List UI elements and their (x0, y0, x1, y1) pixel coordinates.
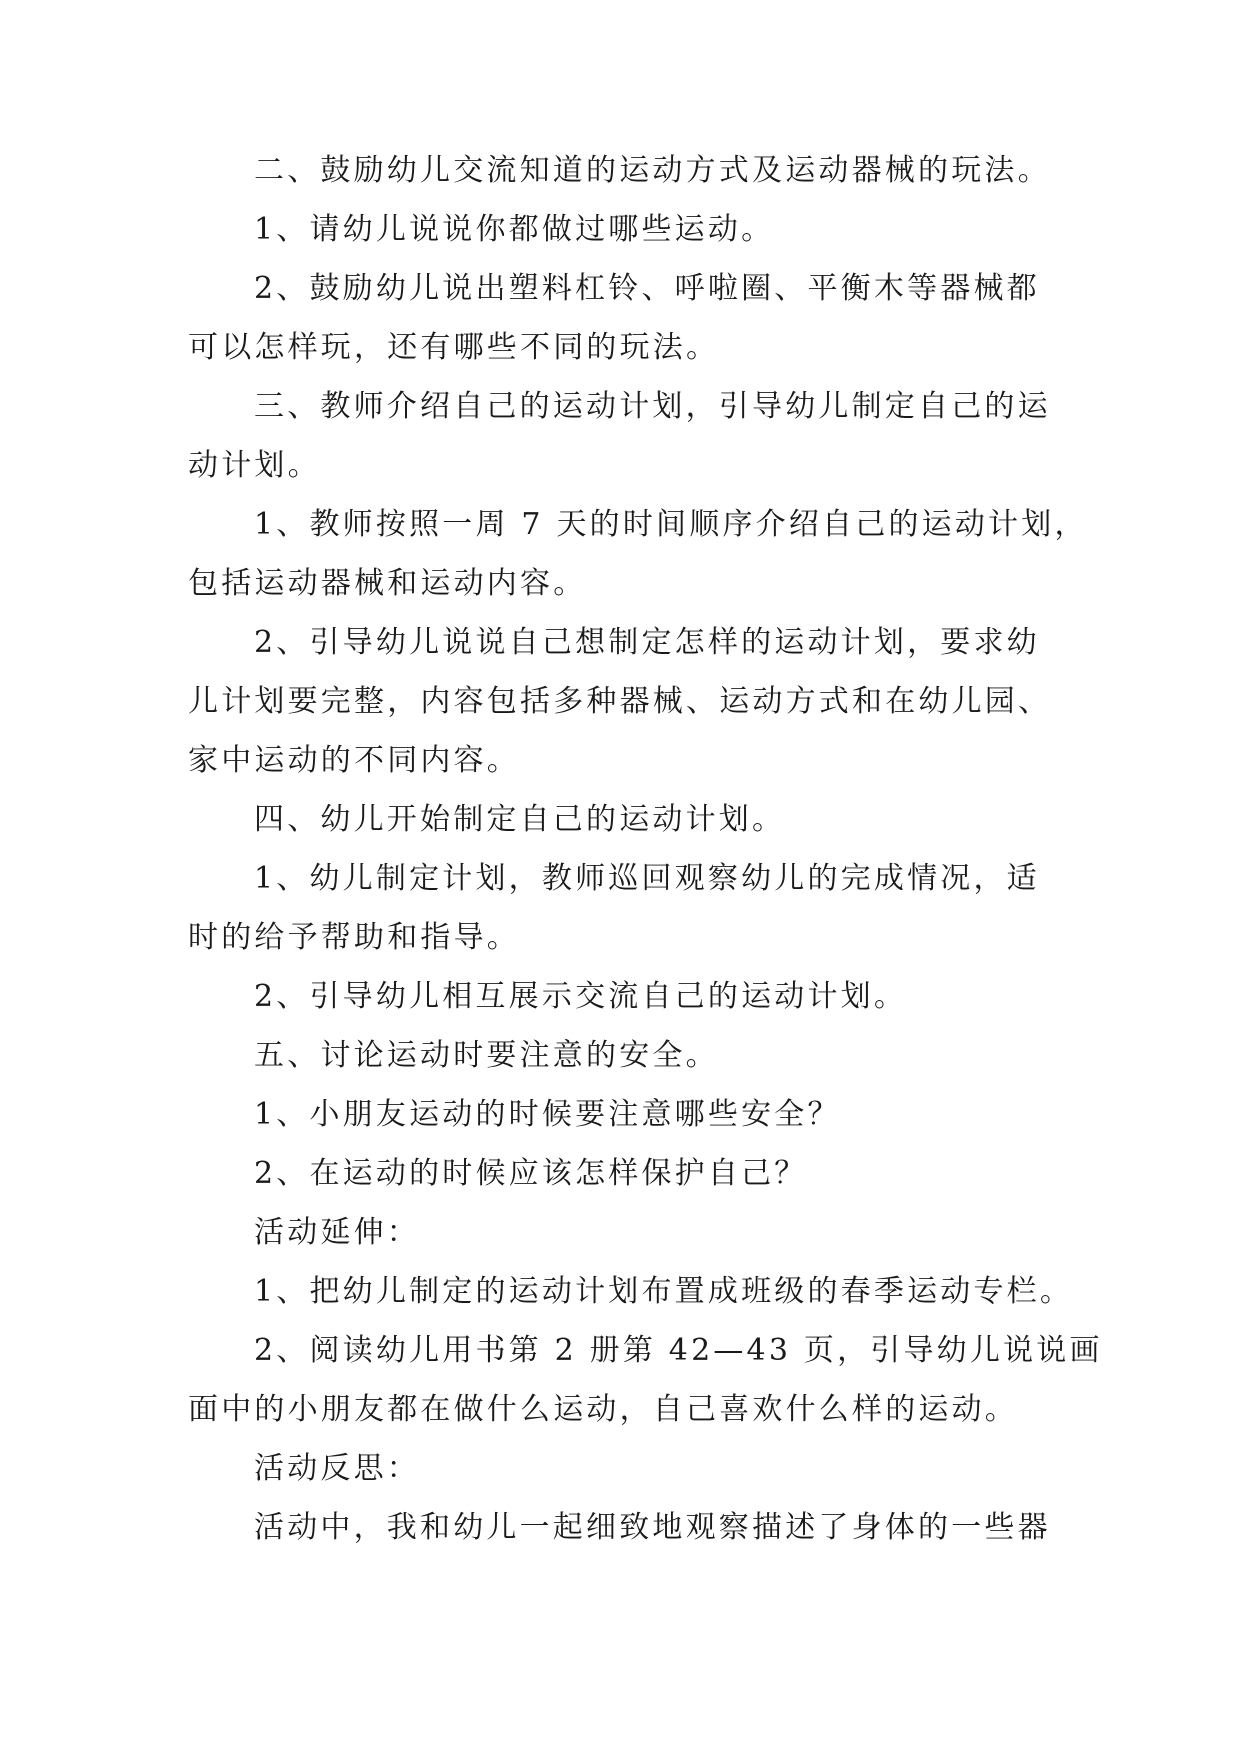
section-heading-4: 四、幼儿开始制定自己的运动计划。 (254, 802, 786, 837)
paragraph-line: 可以怎样玩，还有哪些不同的玩法。 (188, 330, 720, 365)
paragraph-line: 2、引导幼儿相互展示交流自己的运动计划。 (254, 979, 908, 1014)
paragraph-line: 时的给予帮助和指导。 (188, 920, 520, 955)
paragraph-line: 包括运动器械和运动内容。 (188, 566, 587, 601)
paragraph-line: 面中的小朋友都在做什么运动，自己喜欢什么样的运动。 (188, 1392, 1018, 1427)
document-body (188, 153, 1103, 1572)
paragraph-line: 1、教师按照一周 7 天的时间顺序介绍自己的运动计划， (254, 507, 1088, 542)
paragraph-line: 活动中，我和幼儿一起细致地观察描述了身体的一些器 (254, 1510, 1051, 1545)
section-heading-2: 二、鼓励幼儿交流知道的运动方式及运动器械的玩法。 (254, 153, 1051, 188)
paragraph-line: 2、阅读幼儿用书第 2 册第 42—43 页，引导幼儿说说画 (254, 1333, 1103, 1368)
paragraph-line: 儿计划要完整，内容包括多种器械、运动方式和在幼儿园、 (188, 684, 1052, 719)
section-heading-5: 五、讨论运动时要注意的安全。 (254, 1038, 719, 1073)
paragraph-line: 2、引导幼儿说说自己想制定怎样的运动计划，要求幼 (254, 625, 1040, 660)
paragraph-line: 2、鼓励幼儿说出塑料杠铃、呼啦圈、平衡木等器械都 (254, 271, 1040, 306)
paragraph-line: 1、请幼儿说说你都做过哪些运动。 (254, 212, 775, 247)
paragraph-line: 动计划。 (188, 448, 321, 483)
paragraph-line: 1、把幼儿制定的运动计划布置成班级的春季运动专栏。 (254, 1274, 1074, 1309)
paragraph-line: 1、幼儿制定计划，教师巡回观察幼儿的完成情况，适 (254, 861, 1040, 896)
paragraph-line: 2、在运动的时候应该怎样保护自己？ (254, 1156, 808, 1191)
section-heading-reflection: 活动反思： (254, 1451, 420, 1486)
section-heading-3: 三、教师介绍自己的运动计划，引导幼儿制定自己的运 (254, 389, 1051, 424)
paragraph-line: 1、小朋友运动的时候要注意哪些安全？ (254, 1097, 841, 1132)
paragraph-line: 家中运动的不同内容。 (188, 743, 520, 778)
section-heading-extension: 活动延伸： (254, 1215, 420, 1250)
